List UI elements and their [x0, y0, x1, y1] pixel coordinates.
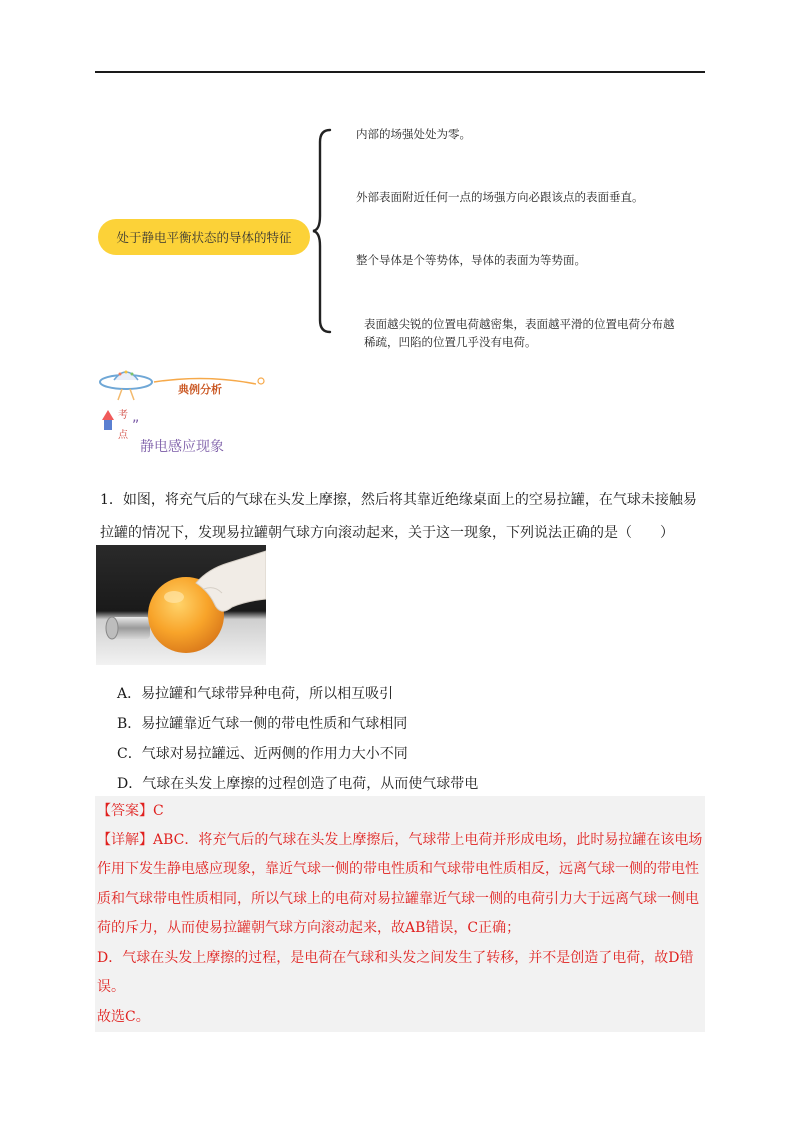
mindmap-item: 内部的场强处处为零。 — [356, 127, 471, 141]
badge-tag-top: 考 — [118, 410, 128, 421]
conclusion-line: 故选C。 — [97, 1009, 150, 1025]
mindmap-root — [98, 219, 310, 255]
example-analysis-badge — [96, 360, 276, 442]
explanation-line: 误。 — [97, 979, 125, 995]
option-a: A．易拉罐和气球带异种电荷，所以相互吸引 — [117, 686, 394, 702]
mindmap-root-label: 处于静电平衡状态的导体的特征 — [116, 230, 292, 245]
mindmap-item: 稀疏，凹陷的位置几乎没有电荷。 — [364, 335, 537, 349]
question-line: 1．如图，将充气后的气球在头发上摩擦，然后将其靠近绝缘桌面上的空易拉罐，在气球未接触易 — [100, 492, 697, 508]
option-c: C．气球对易拉罐远、近两侧的作用力大小不同 — [117, 746, 408, 762]
ufo-icon — [100, 371, 152, 401]
header-rule — [95, 71, 705, 73]
answer-label: 【答案】C — [97, 803, 164, 819]
explanation-line: 荷的斥力，从而使易拉罐朝气球方向滚动起来，故AB错误，C正确； — [97, 920, 521, 936]
question-line: 拉罐的情况下，发现易拉罐朝气球方向滚动起来，关于这一现象，下列说法正确的是（ ） — [100, 525, 674, 541]
explanation-line: D．气球在头发上摩擦的过程，是电荷在气球和头发之间发生了转移，并不是创造了电荷，故D错 — [97, 950, 694, 966]
explanation-line: 质和气球带电性质相同，所以气球上的电荷对易拉罐靠近气球一侧的电荷引力大于远离气球一侧电 — [97, 891, 699, 907]
badge-banner-text: 典例分析 — [178, 383, 222, 396]
option-b: B．易拉罐靠近气球一侧的带电性质和气球相同 — [117, 716, 408, 732]
mindmap-item: 表面越尖锐的位置电荷越密集，表面越平滑的位置电荷分布越 — [364, 317, 675, 331]
badge-tag-bottom: 点 — [118, 430, 128, 441]
explanation-line: 作用下发生静电感应现象，靠近气球一侧的带电性质和气球带电性质相反，远离气球一侧的带电性 — [97, 861, 699, 877]
mindmap-item: 整个导体是个等势体，导体的表面为等势面。 — [356, 253, 586, 267]
can-icon — [106, 617, 150, 639]
balloon-can-photo — [96, 545, 266, 665]
answer-explanation-box — [95, 796, 705, 1032]
mindmap-item: 外部表面附近任何一点的场强方向必跟该点的表面垂直。 — [356, 190, 644, 204]
badge-quote-mark: ” — [132, 418, 140, 434]
option-d: D．气球在头发上摩擦的过程创造了电荷，从而使气球带电 — [117, 776, 479, 792]
explanation-line: 【详解】ABC．将充气后的气球在头发上摩擦后，气球带上电荷并形成电场，此时易拉罐在该电场 — [97, 832, 703, 848]
question-stem — [100, 484, 710, 550]
section-title: 静电感应现象 — [140, 439, 224, 455]
rocket-icon — [102, 410, 114, 430]
brace-icon — [312, 128, 336, 334]
